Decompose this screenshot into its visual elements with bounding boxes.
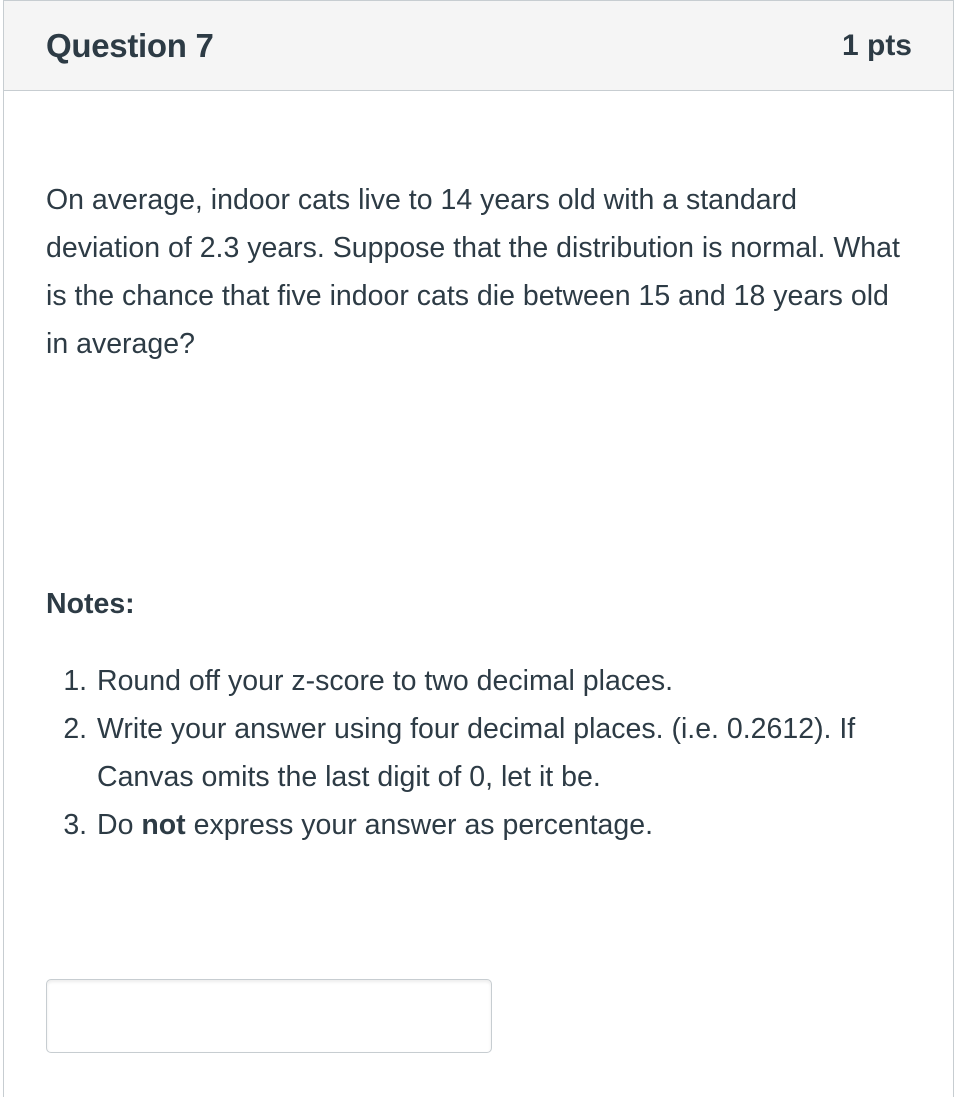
question-points: 1 pts [841,28,912,62]
note-item-3 [95,801,911,849]
question-text: On average, indoor cats live to 14 years old with a standard deviation of 2.3 years. Suppose that the distribution is normal. What is the chance that five indoor cats die between 15 and 18 years old in average? [46,184,900,360]
note-item-text: Round off your z-score to two decimal places. [97,665,674,697]
question-card [3,0,954,1097]
note-item-2 [95,705,911,801]
question-title: Question 7 [46,26,214,64]
answer-input[interactable] [46,979,492,1053]
note-item-text-before: Do [97,809,142,841]
note-item-emphasis: not [141,809,186,841]
note-item-text: Write your answer using four decimal places. (i.e. 0.2612). If Canvas omits the last digit of 0, let it be. [97,713,856,793]
note-item-text-after: express your answer as percentage. [185,809,653,841]
question-header [4,1,953,91]
notes-list [46,657,911,849]
note-item-1 [95,657,911,705]
notes-heading: Notes: [46,588,135,620]
question-body [4,176,953,849]
